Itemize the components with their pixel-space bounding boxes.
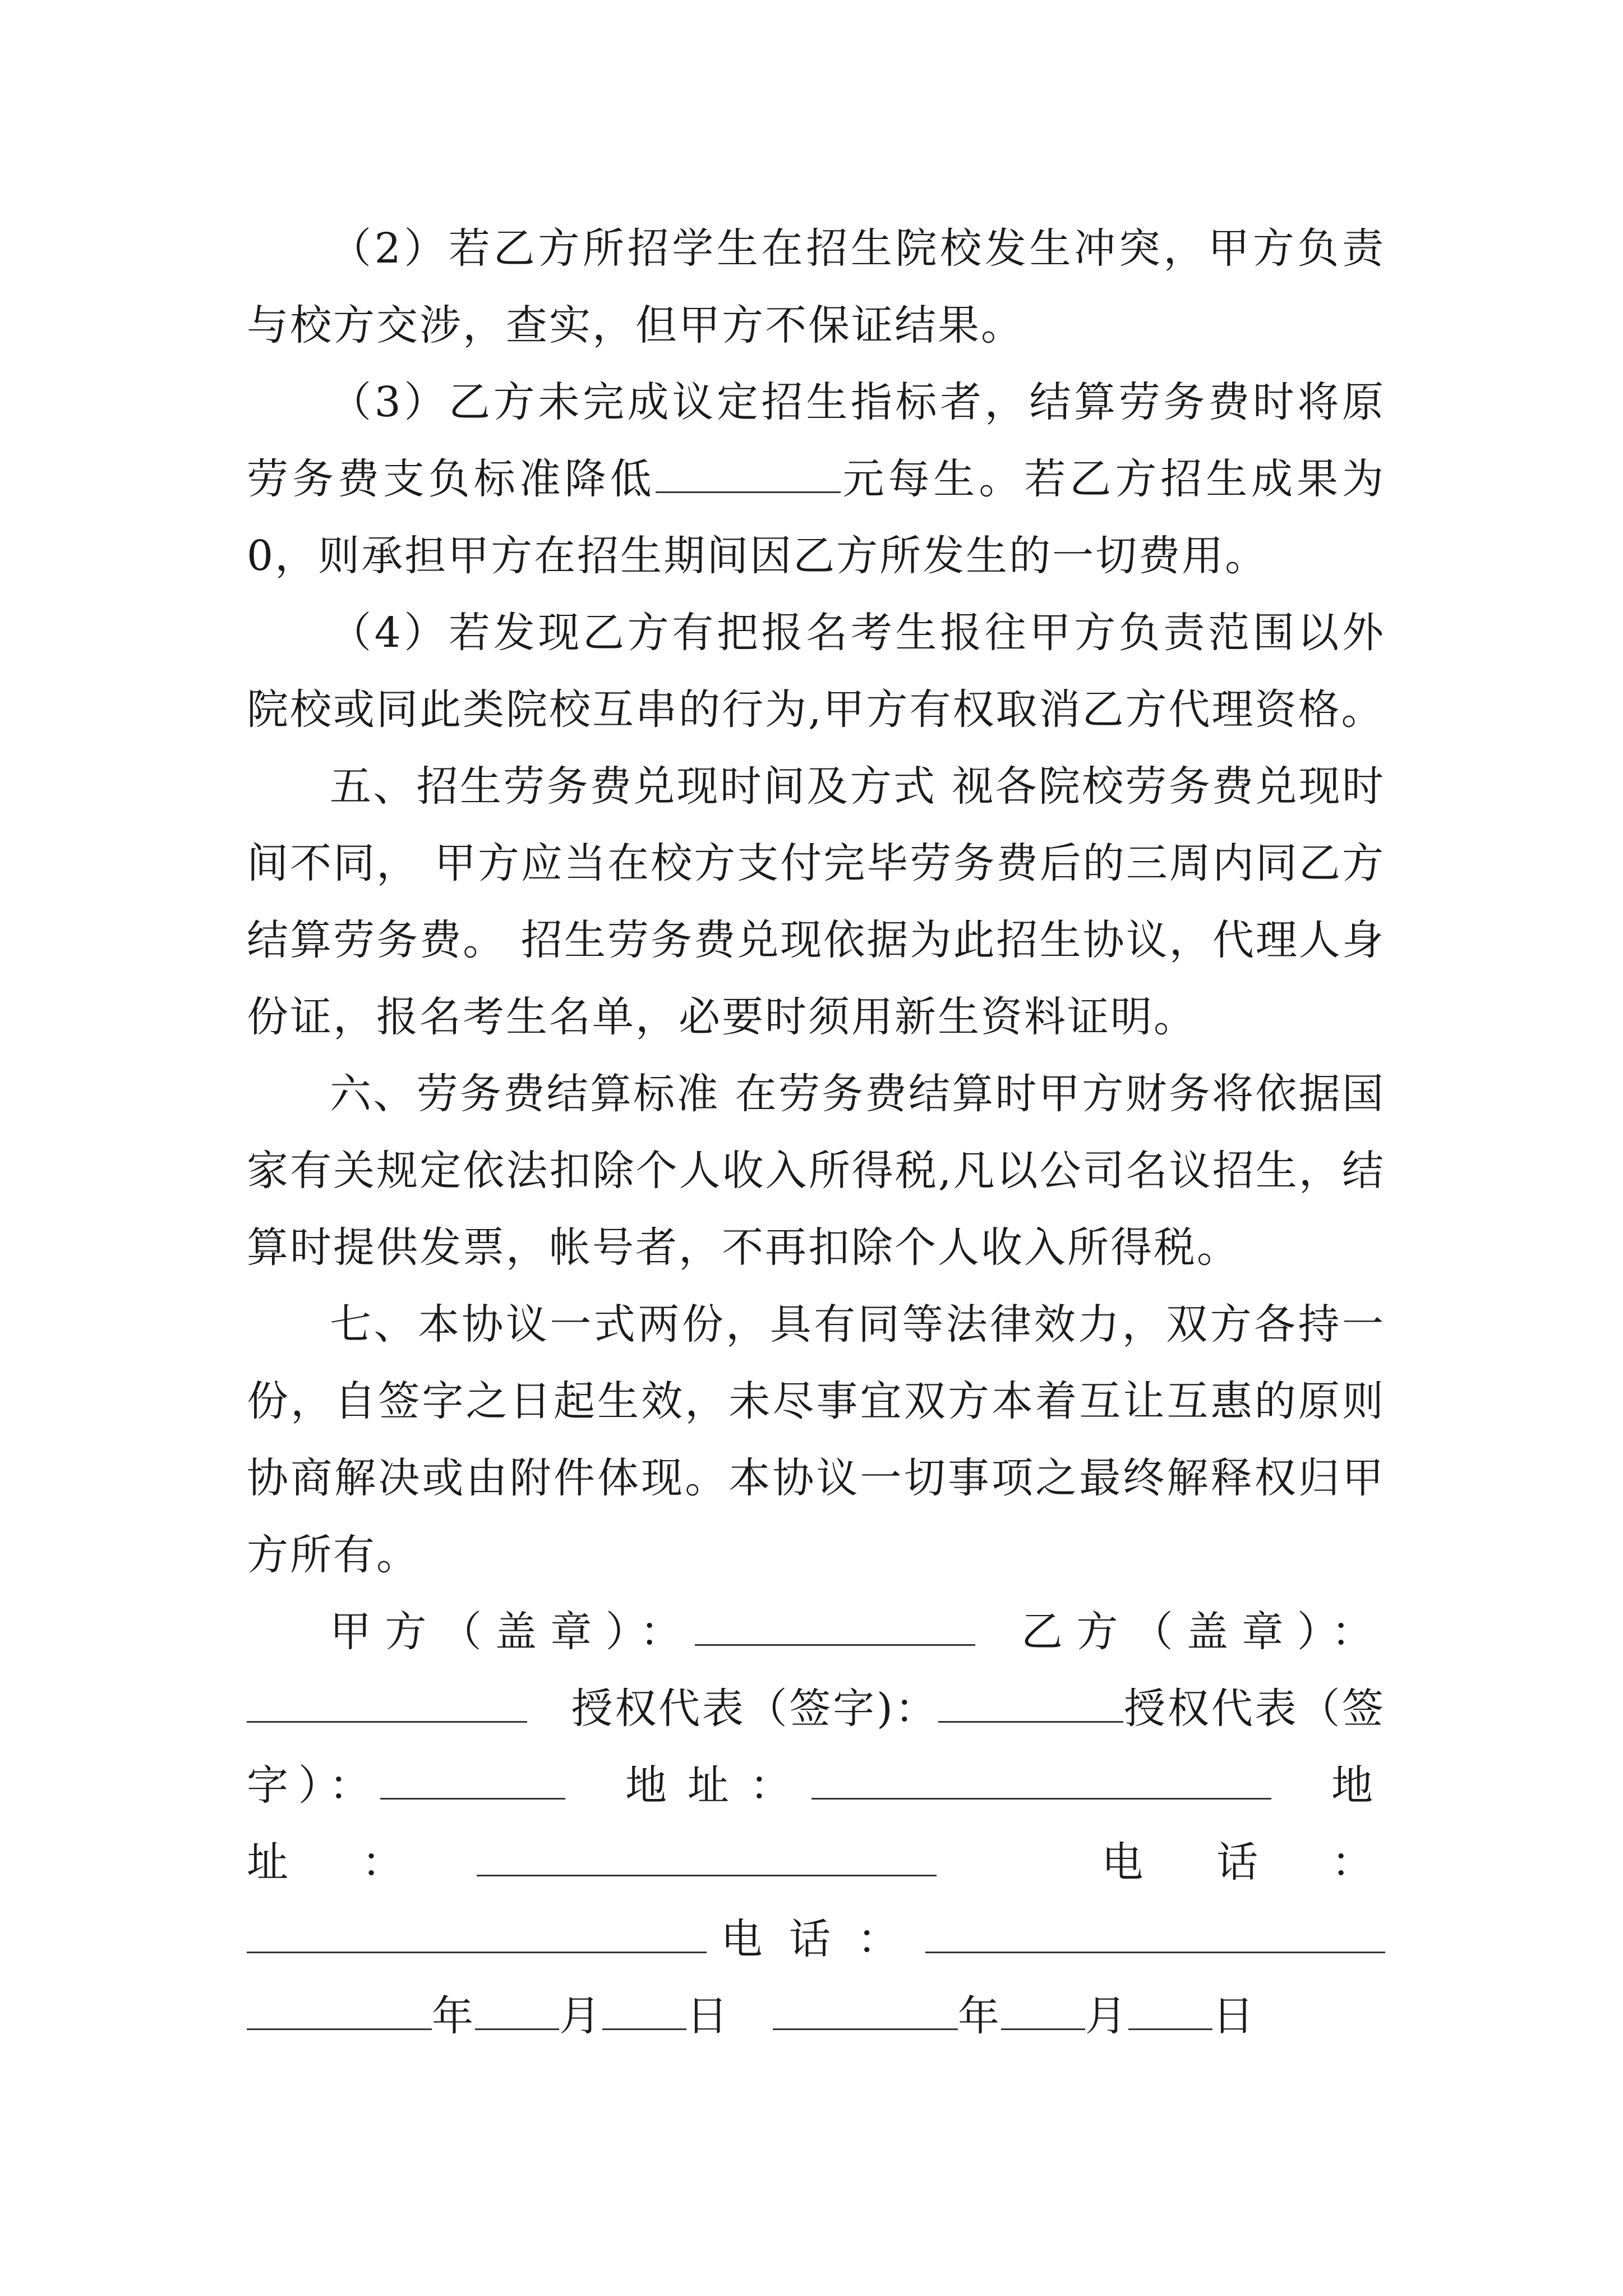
party-a-seal-blank[interactable] bbox=[695, 1605, 975, 1646]
date-2-day-blank[interactable] bbox=[1128, 1989, 1212, 2030]
document-body bbox=[247, 210, 1385, 2055]
party-b-seal-label: 乙方（盖章）： bbox=[1021, 1608, 1386, 1656]
clause-3-after: 元每生。若乙方招生成果为0，则承担甲方在招生期间因乙方所发生的一切费用。 bbox=[247, 455, 1386, 580]
address-1-blank[interactable] bbox=[811, 1759, 1271, 1800]
phone-1-label: 电话： bbox=[1101, 1838, 1386, 1887]
party-a-seal-label: 甲方（盖章）： bbox=[330, 1608, 695, 1656]
signature-block bbox=[247, 1594, 1385, 2055]
date-2-year-blank[interactable] bbox=[773, 1989, 958, 2030]
date-1-year-blank[interactable] bbox=[247, 1989, 432, 2030]
section-6: 六、劳务费结算标准 在劳务费结算时甲方财务将依据国家有关规定依法扣除个人收入所得税,凡以公司名议招生，结算时提供发票，帐号者，不再扣除个人收入所得税。 bbox=[247, 1070, 1385, 1272]
clause-3-before: （3）乙方未完成议定招生指标者，结算劳务费时将原劳务费支负标准降低 bbox=[247, 378, 1385, 503]
date-2-month-label: 月 bbox=[1085, 1992, 1128, 2040]
clause-3 bbox=[247, 364, 1385, 595]
section-5: 五、招生劳务费兑现时间及方式 视各院校劳务费兑现时间不同， 甲方应当在校方支付完毕劳务费后的三周内同乙方结算劳务费。 招生劳务费兑现依据为此招生协议，代理人身份证，报名考生名单，必要时须用新生资料证明。 bbox=[247, 762, 1385, 1041]
auth-rep-2-label: 授权代表（签字）： bbox=[247, 1685, 1386, 1810]
address-2-blank[interactable] bbox=[477, 1835, 937, 1876]
address-2-label: 地址： bbox=[247, 1761, 1386, 1887]
date-1-year-label: 年 bbox=[432, 1992, 475, 2040]
auth-rep-1-blank[interactable] bbox=[938, 1682, 1123, 1723]
phone-2-label: 电话： bbox=[707, 1915, 925, 1963]
clause-2: （2）若乙方所招学生在招生院校发生冲突，甲方负责与校方交涉，查实，但甲方不保证结果。 bbox=[247, 224, 1385, 349]
date-2-month-blank[interactable] bbox=[1001, 1989, 1085, 2030]
date-1-month-label: 月 bbox=[559, 1992, 602, 2040]
date-2-year-label: 年 bbox=[958, 1992, 1001, 2040]
date-2-day-label: 日 bbox=[1212, 1992, 1256, 2040]
auth-rep-2-blank[interactable] bbox=[380, 1759, 565, 1800]
section-7: 七、本协议一式两份，具有同等法律效力，双方各持一份，自签字之日起生效，未尽事宜双方本着互让互惠的原则协商解决或由附件体现。本协议一切事项之最终解释权归甲方所有。 bbox=[247, 1300, 1385, 1579]
clause-4: （4）若发现乙方有把报名考生报往甲方负责范围以外院校或同此类院校互串的行为,甲方有权取消乙方代理资格。 bbox=[247, 609, 1385, 734]
phone-1-blank[interactable] bbox=[247, 1912, 707, 1953]
phone-2-blank[interactable] bbox=[925, 1912, 1385, 1953]
address-1-label: 地址： bbox=[625, 1761, 812, 1810]
date-1-day-label: 日 bbox=[686, 1992, 730, 2040]
party-b-seal-blank[interactable] bbox=[247, 1682, 527, 1723]
date-1-month-blank[interactable] bbox=[475, 1989, 559, 2030]
fee-reduction-blank[interactable] bbox=[656, 452, 841, 493]
date-1-day-blank[interactable] bbox=[602, 1989, 686, 2030]
auth-rep-1-label: 授权代表（签字)： bbox=[571, 1685, 939, 1733]
